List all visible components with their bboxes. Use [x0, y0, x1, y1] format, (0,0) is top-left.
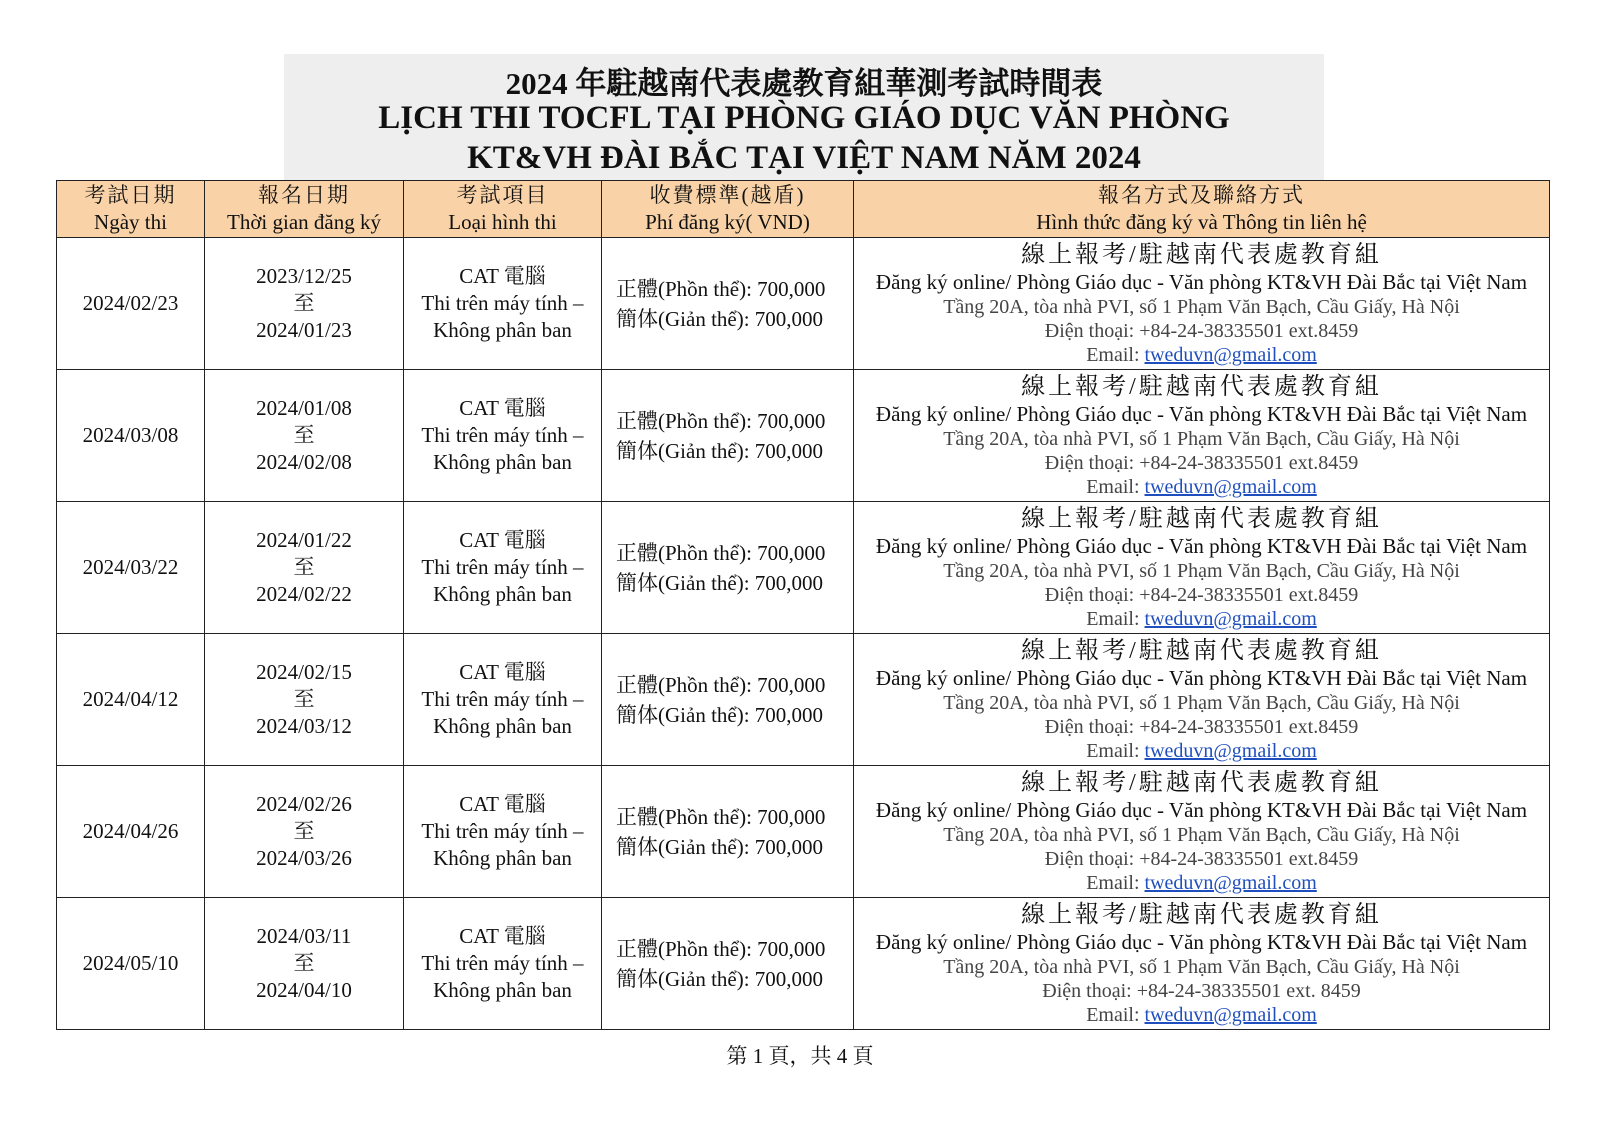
header-fee: [602, 181, 854, 238]
fee-traditional: 正體(Phồn thể): 700,000: [616, 804, 826, 829]
table-row: [57, 370, 1550, 502]
registration-to: 至: [293, 291, 315, 315]
registration-start: 2024/03/11: [256, 924, 352, 948]
fee-cell: [602, 370, 854, 502]
fee-simplified: 簡体(Giản thể): 700,000: [616, 438, 824, 463]
exam-type-line: Không phân ban: [433, 978, 572, 1002]
contact-zh: 線上報考/駐越南代表處教育組: [1021, 242, 1382, 268]
contact-phone: Điện thoại: +84-24-38335501 ext.8459: [1044, 452, 1359, 474]
header-registration-period: [205, 181, 404, 238]
contact-address: Tầng 20A, tòa nhà PVI, số 1 Phạm Văn Bạch, Cầu Giấy, Hà Nội: [943, 296, 1460, 318]
registration-start: 2024/02/15: [256, 660, 352, 684]
fee-traditional: 正體(Phồn thể): 700,000: [616, 672, 826, 697]
contact-email-label: Email:: [1086, 476, 1145, 498]
registration-end: 2024/01/23: [256, 318, 352, 342]
registration-period-cell: [205, 370, 404, 502]
contact-phone: Điện thoại: +84-24-38335501 ext. 8459: [1042, 980, 1361, 1002]
registration-period-cell: [205, 898, 404, 1030]
exam-type-cell: [404, 634, 602, 766]
contact-email-link[interactable]: tweduvn@gmail.com: [1144, 872, 1317, 894]
registration-to: 至: [293, 951, 315, 975]
contact-office: Đăng ký online/ Phòng Giáo dục - Văn phòng KT&VH Đài Bắc tại Việt Nam: [875, 270, 1528, 294]
exam-type-line: Không phân ban: [433, 714, 572, 738]
contact-email-link[interactable]: tweduvn@gmail.com: [1144, 608, 1317, 630]
fee-traditional: 正體(Phồn thể): 700,000: [616, 540, 826, 565]
contact-cell: [854, 502, 1550, 634]
contact-zh: 線上報考/駐越南代表處教育組: [1021, 638, 1382, 664]
exam-type-line: Không phân ban: [433, 318, 572, 342]
exam-type-line: Không phân ban: [433, 582, 572, 606]
registration-start: 2023/12/25: [256, 264, 352, 288]
fee-cell: [602, 634, 854, 766]
contact-email-label: Email:: [1086, 344, 1145, 366]
header-label-zh: 報名方式及聯絡方式: [1098, 183, 1305, 207]
contact-email-line: [854, 871, 1549, 895]
contact-address: Tầng 20A, tòa nhà PVI, số 1 Phạm Văn Bạch, Cầu Giấy, Hà Nội: [943, 692, 1460, 714]
contact-email-link[interactable]: tweduvn@gmail.com: [1144, 344, 1317, 366]
contact-office: Đăng ký online/ Phòng Giáo dục - Văn phòng KT&VH Đài Bắc tại Việt Nam: [875, 666, 1528, 690]
exam-date-cell: 2024/04/12: [57, 634, 205, 766]
contact-phone: Điện thoại: +84-24-38335501 ext.8459: [1044, 320, 1359, 342]
header-label-vi: Thời gian đăng ký: [227, 210, 381, 234]
header-label-zh: 收費標準(越盾): [649, 183, 806, 207]
fee-simplified: 簡体(Giản thể): 700,000: [616, 306, 824, 331]
registration-end: 2024/03/26: [256, 846, 352, 870]
registration-end: 2024/04/10: [256, 978, 352, 1002]
contact-zh: 線上報考/駐越南代表處教育組: [1021, 374, 1382, 400]
registration-end: 2024/03/12: [256, 714, 352, 738]
contact-email-line: [854, 607, 1549, 631]
contact-cell: [854, 634, 1550, 766]
contact-email-label: Email:: [1086, 740, 1145, 762]
registration-period-cell: [205, 502, 404, 634]
exam-type-line: CAT 電腦: [459, 660, 546, 684]
registration-to: 至: [293, 687, 315, 711]
title-vietnamese-line-2: KT&VH ĐÀI BẮC TẠI VIỆT NAM NĂM 2024: [467, 140, 1141, 176]
contact-email-link[interactable]: tweduvn@gmail.com: [1144, 1004, 1317, 1026]
exam-type-line: CAT 電腦: [459, 924, 546, 948]
header-label-vi: Phí đăng ký( VND): [645, 210, 810, 234]
exam-type-line: Thi trên máy tính –: [421, 687, 584, 711]
exam-type-line: CAT 電腦: [459, 264, 546, 288]
page-footer: 第 1 頁，共 4 頁: [726, 1044, 874, 1068]
header-registration-contact: [854, 181, 1550, 238]
contact-office: Đăng ký online/ Phòng Giáo dục - Văn phòng KT&VH Đài Bắc tại Việt Nam: [875, 534, 1528, 558]
fee-traditional: 正體(Phồn thể): 700,000: [616, 936, 826, 961]
registration-start: 2024/02/26: [256, 792, 352, 816]
contact-office: Đăng ký online/ Phòng Giáo dục - Văn phòng KT&VH Đài Bắc tại Việt Nam: [875, 930, 1528, 954]
exam-type-cell: [404, 370, 602, 502]
exam-type-cell: [404, 766, 602, 898]
exam-date-cell: 2024/03/08: [57, 370, 205, 502]
header-exam-date: [57, 181, 205, 238]
exam-type-cell: [404, 238, 602, 370]
exam-type-line: CAT 電腦: [459, 396, 546, 420]
exam-type-line: Thi trên máy tính –: [421, 951, 584, 975]
registration-start: 2024/01/08: [256, 396, 352, 420]
header-label-zh: 考試項目: [456, 183, 549, 207]
table-row: [57, 238, 1550, 370]
contact-address: Tầng 20A, tòa nhà PVI, số 1 Phạm Văn Bạch, Cầu Giấy, Hà Nội: [943, 956, 1460, 978]
registration-end: 2024/02/22: [256, 582, 352, 606]
header-label-vi: Hình thức đăng ký và Thông tin liên hệ: [1036, 210, 1367, 234]
fee-cell: [602, 898, 854, 1030]
exam-type-line: Thi trên máy tính –: [421, 555, 584, 579]
registration-to: 至: [293, 819, 315, 843]
contact-phone: Điện thoại: +84-24-38335501 ext.8459: [1044, 584, 1359, 606]
registration-to: 至: [293, 555, 315, 579]
contact-zh: 線上報考/駐越南代表處教育組: [1021, 770, 1382, 796]
exam-type-cell: [404, 898, 602, 1030]
contact-address: Tầng 20A, tòa nhà PVI, số 1 Phạm Văn Bạch, Cầu Giấy, Hà Nội: [943, 824, 1460, 846]
table-row: [57, 502, 1550, 634]
fee-simplified: 簡体(Giản thể): 700,000: [616, 834, 824, 859]
table-row: [57, 634, 1550, 766]
contact-phone: Điện thoại: +84-24-38335501 ext.8459: [1044, 716, 1359, 738]
exam-type-line: Không phân ban: [433, 450, 572, 474]
registration-start: 2024/01/22: [256, 528, 352, 552]
exam-date-cell: 2024/02/23: [57, 238, 205, 370]
contact-email-link[interactable]: tweduvn@gmail.com: [1144, 476, 1317, 498]
contact-office: Đăng ký online/ Phòng Giáo dục - Văn phòng KT&VH Đài Bắc tại Việt Nam: [875, 798, 1528, 822]
header-label-vi: Ngày thi: [94, 210, 167, 234]
registration-period-cell: [205, 634, 404, 766]
fee-traditional: 正體(Phồn thể): 700,000: [616, 276, 826, 301]
contact-email-line: [854, 739, 1549, 763]
exam-date-cell: 2024/04/26: [57, 766, 205, 898]
contact-phone: Điện thoại: +84-24-38335501 ext.8459: [1044, 848, 1359, 870]
registration-end: 2024/02/08: [256, 450, 352, 474]
fee-cell: [602, 766, 854, 898]
contact-email-link[interactable]: tweduvn@gmail.com: [1144, 740, 1317, 762]
document-title-block: [284, 54, 1324, 180]
fee-traditional: 正體(Phồn thể): 700,000: [616, 408, 826, 433]
contact-zh: 線上報考/駐越南代表處教育組: [1021, 902, 1382, 928]
table-header-row: [57, 181, 1550, 238]
exam-date-cell: 2024/05/10: [57, 898, 205, 1030]
exam-type-line: Thi trên máy tính –: [421, 291, 584, 315]
title-chinese: 2024 年駐越南代表處教育組華測考試時間表: [505, 66, 1103, 101]
contact-email-line: [854, 343, 1549, 367]
registration-period-cell: [205, 766, 404, 898]
fee-cell: [602, 502, 854, 634]
exam-type-line: Thi trên máy tính –: [421, 819, 584, 843]
exam-type-line: CAT 電腦: [459, 792, 546, 816]
fee-simplified: 簡体(Giản thể): 700,000: [616, 570, 824, 595]
contact-email-label: Email:: [1086, 608, 1145, 630]
contact-email-line: [854, 475, 1549, 499]
exam-type-line: Thi trên máy tính –: [421, 423, 584, 447]
exam-type-cell: [404, 502, 602, 634]
contact-email-label: Email:: [1086, 1004, 1145, 1026]
contact-office: Đăng ký online/ Phòng Giáo dục - Văn phòng KT&VH Đài Bắc tại Việt Nam: [875, 402, 1528, 426]
contact-address: Tầng 20A, tòa nhà PVI, số 1 Phạm Văn Bạch, Cầu Giấy, Hà Nội: [943, 428, 1460, 450]
header-label-zh: 考試日期: [84, 183, 177, 207]
exam-type-line: Không phân ban: [433, 846, 572, 870]
fee-cell: [602, 238, 854, 370]
exam-type-line: CAT 電腦: [459, 528, 546, 552]
table-row: [57, 898, 1550, 1030]
registration-to: 至: [293, 423, 315, 447]
contact-zh: 線上報考/駐越南代表處教育組: [1021, 506, 1382, 532]
contact-email-label: Email:: [1086, 872, 1145, 894]
exam-date-cell: 2024/03/22: [57, 502, 205, 634]
fee-simplified: 簡体(Giản thể): 700,000: [616, 966, 824, 991]
contact-cell: [854, 370, 1550, 502]
fee-simplified: 簡体(Giản thể): 700,000: [616, 702, 824, 727]
contact-email-line: [854, 1003, 1549, 1027]
table-row: [57, 766, 1550, 898]
contact-cell: [854, 238, 1550, 370]
header-exam-type: [404, 181, 602, 238]
title-vietnamese-line-1: LỊCH THI TOCFL TẠI PHÒNG GIÁO DỤC VĂN PHÒNG: [378, 100, 1230, 136]
header-label-vi: Loại hình thi: [448, 210, 557, 234]
exam-schedule-table: [56, 180, 1550, 1030]
header-label-zh: 報名日期: [258, 183, 350, 207]
registration-period-cell: [205, 238, 404, 370]
contact-address: Tầng 20A, tòa nhà PVI, số 1 Phạm Văn Bạch, Cầu Giấy, Hà Nội: [943, 560, 1460, 582]
contact-cell: [854, 898, 1550, 1030]
contact-cell: [854, 766, 1550, 898]
